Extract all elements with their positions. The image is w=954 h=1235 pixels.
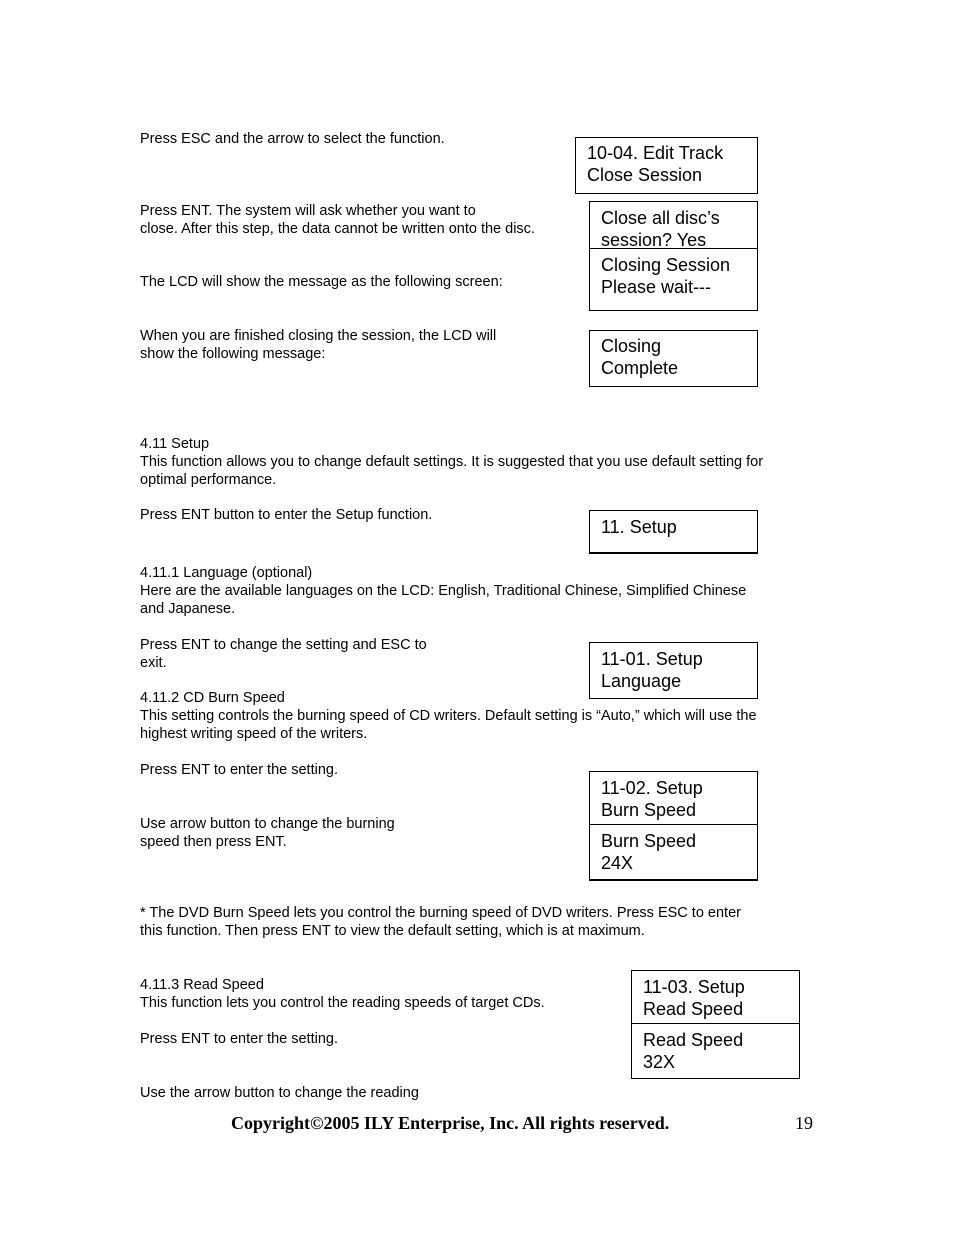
lcd-line: Read Speed: [643, 1030, 744, 1050]
lcd-line: session? Yes: [601, 229, 707, 250]
page-number: 19: [795, 1113, 813, 1133]
text-line: optimal performance.: [140, 472, 277, 488]
lcd-read-title: [632, 971, 799, 1023]
text-line: Press ENT to change the setting and ESC to: [140, 637, 427, 653]
lcd-line: Read Speed: [643, 998, 744, 1019]
text-line: When you are finished closing the session, the LCD will: [140, 328, 497, 344]
text-line: this function. Then press ENT to view the default setting, which is at maximum.: [140, 923, 645, 939]
lcd-close-all: [590, 202, 757, 248]
lcd-setup: [589, 510, 758, 554]
text-line: Here are the available languages on the LCD: English, Traditional Chinese, Simplified Chinese: [140, 583, 747, 599]
instruction-change-burn-speed: [140, 815, 395, 851]
instruction-enter-setup: Press ENT button to enter the Setup function.: [140, 507, 433, 523]
lcd-read-speed-group: [631, 970, 800, 1079]
instruction-close-disc: [140, 202, 535, 238]
section-read-speed: [140, 976, 545, 1012]
lcd-line: 11-01. Setup: [601, 649, 703, 669]
lcd-line: Burn Speed: [601, 831, 697, 851]
text-line: show the following message:: [140, 346, 326, 362]
lcd-line: Closing: [601, 336, 662, 356]
instruction-language-setting: [140, 636, 427, 672]
text-line: * The DVD Burn Speed lets you control the burning speed of DVD writers. Press ESC to enter: [140, 905, 741, 921]
text-line: This setting controls the burning speed of CD writers. Default setting is “Auto,” which will use the: [140, 708, 757, 724]
lcd-burn-value: [590, 824, 757, 879]
text-line: Press ENT. The system will ask whether you want to: [140, 203, 476, 219]
instruction-change-read-speed: Use the arrow button to change the reading: [140, 1085, 419, 1101]
lcd-line: 32X: [643, 1051, 676, 1072]
text-line: This function allows you to change default settings. It is suggested that you use default setting for: [140, 454, 764, 470]
text-line: and Japanese.: [140, 601, 236, 617]
lcd-line: 10-04. Edit Track: [587, 143, 724, 163]
section-setup: [140, 435, 763, 489]
footer-copyright: Copyright©2005 ILY Enterprise, Inc. All rights reserved.: [231, 1113, 670, 1133]
text-line: Use arrow button to change the burning: [140, 816, 395, 832]
lcd-line: Please wait---: [601, 276, 712, 297]
lcd-line: Burn Speed: [601, 799, 697, 820]
lcd-read-value: [632, 1023, 799, 1078]
lcd-close-confirm-group: [589, 201, 758, 311]
lcd-burn-speed-group: [589, 771, 758, 881]
section-heading: 4.11.2 CD Burn Speed: [140, 690, 285, 706]
instruction-enter-burn-setting: Press ENT to enter the setting.: [140, 762, 338, 778]
text-line: close. After this step, the data cannot be written onto the disc.: [140, 221, 535, 237]
lcd-line: Closing Session: [601, 255, 731, 275]
lcd-line: Close all disc’s: [601, 208, 720, 228]
text-line: This function lets you control the reading speeds of target CDs.: [140, 995, 545, 1011]
note-dvd-burn-speed: [140, 904, 741, 940]
instruction-closing-finished: [140, 327, 496, 363]
section-heading: 4.11.1 Language (optional): [140, 565, 313, 581]
lcd-line: 24X: [601, 852, 634, 873]
lcd-line: 11. Setup: [601, 517, 677, 537]
lcd-line: Language: [601, 670, 682, 691]
text-line: speed then press ENT.: [140, 834, 287, 850]
lcd-closing-session: [590, 248, 757, 305]
section-language: [140, 564, 746, 618]
section-burn-speed: [140, 689, 757, 743]
instruction-select-function: Press ESC and the arrow to select the function.: [140, 131, 445, 147]
lcd-line: 11-03. Setup: [643, 977, 745, 997]
text-line: highest writing speed of the writers.: [140, 726, 368, 742]
instruction-lcd-message: The LCD will show the message as the following screen:: [140, 274, 503, 290]
lcd-line: Complete: [601, 357, 679, 378]
text-line: exit.: [140, 655, 167, 671]
section-heading: 4.11 Setup: [140, 436, 210, 452]
lcd-edit-track: [575, 137, 758, 194]
section-heading: 4.11.3 Read Speed: [140, 977, 264, 993]
instruction-enter-read-setting: Press ENT to enter the setting.: [140, 1031, 338, 1047]
lcd-line: Close Session: [587, 164, 703, 185]
lcd-line: 11-02. Setup: [601, 778, 703, 798]
lcd-closing-complete: [589, 330, 758, 387]
lcd-burn-title: [590, 772, 757, 824]
